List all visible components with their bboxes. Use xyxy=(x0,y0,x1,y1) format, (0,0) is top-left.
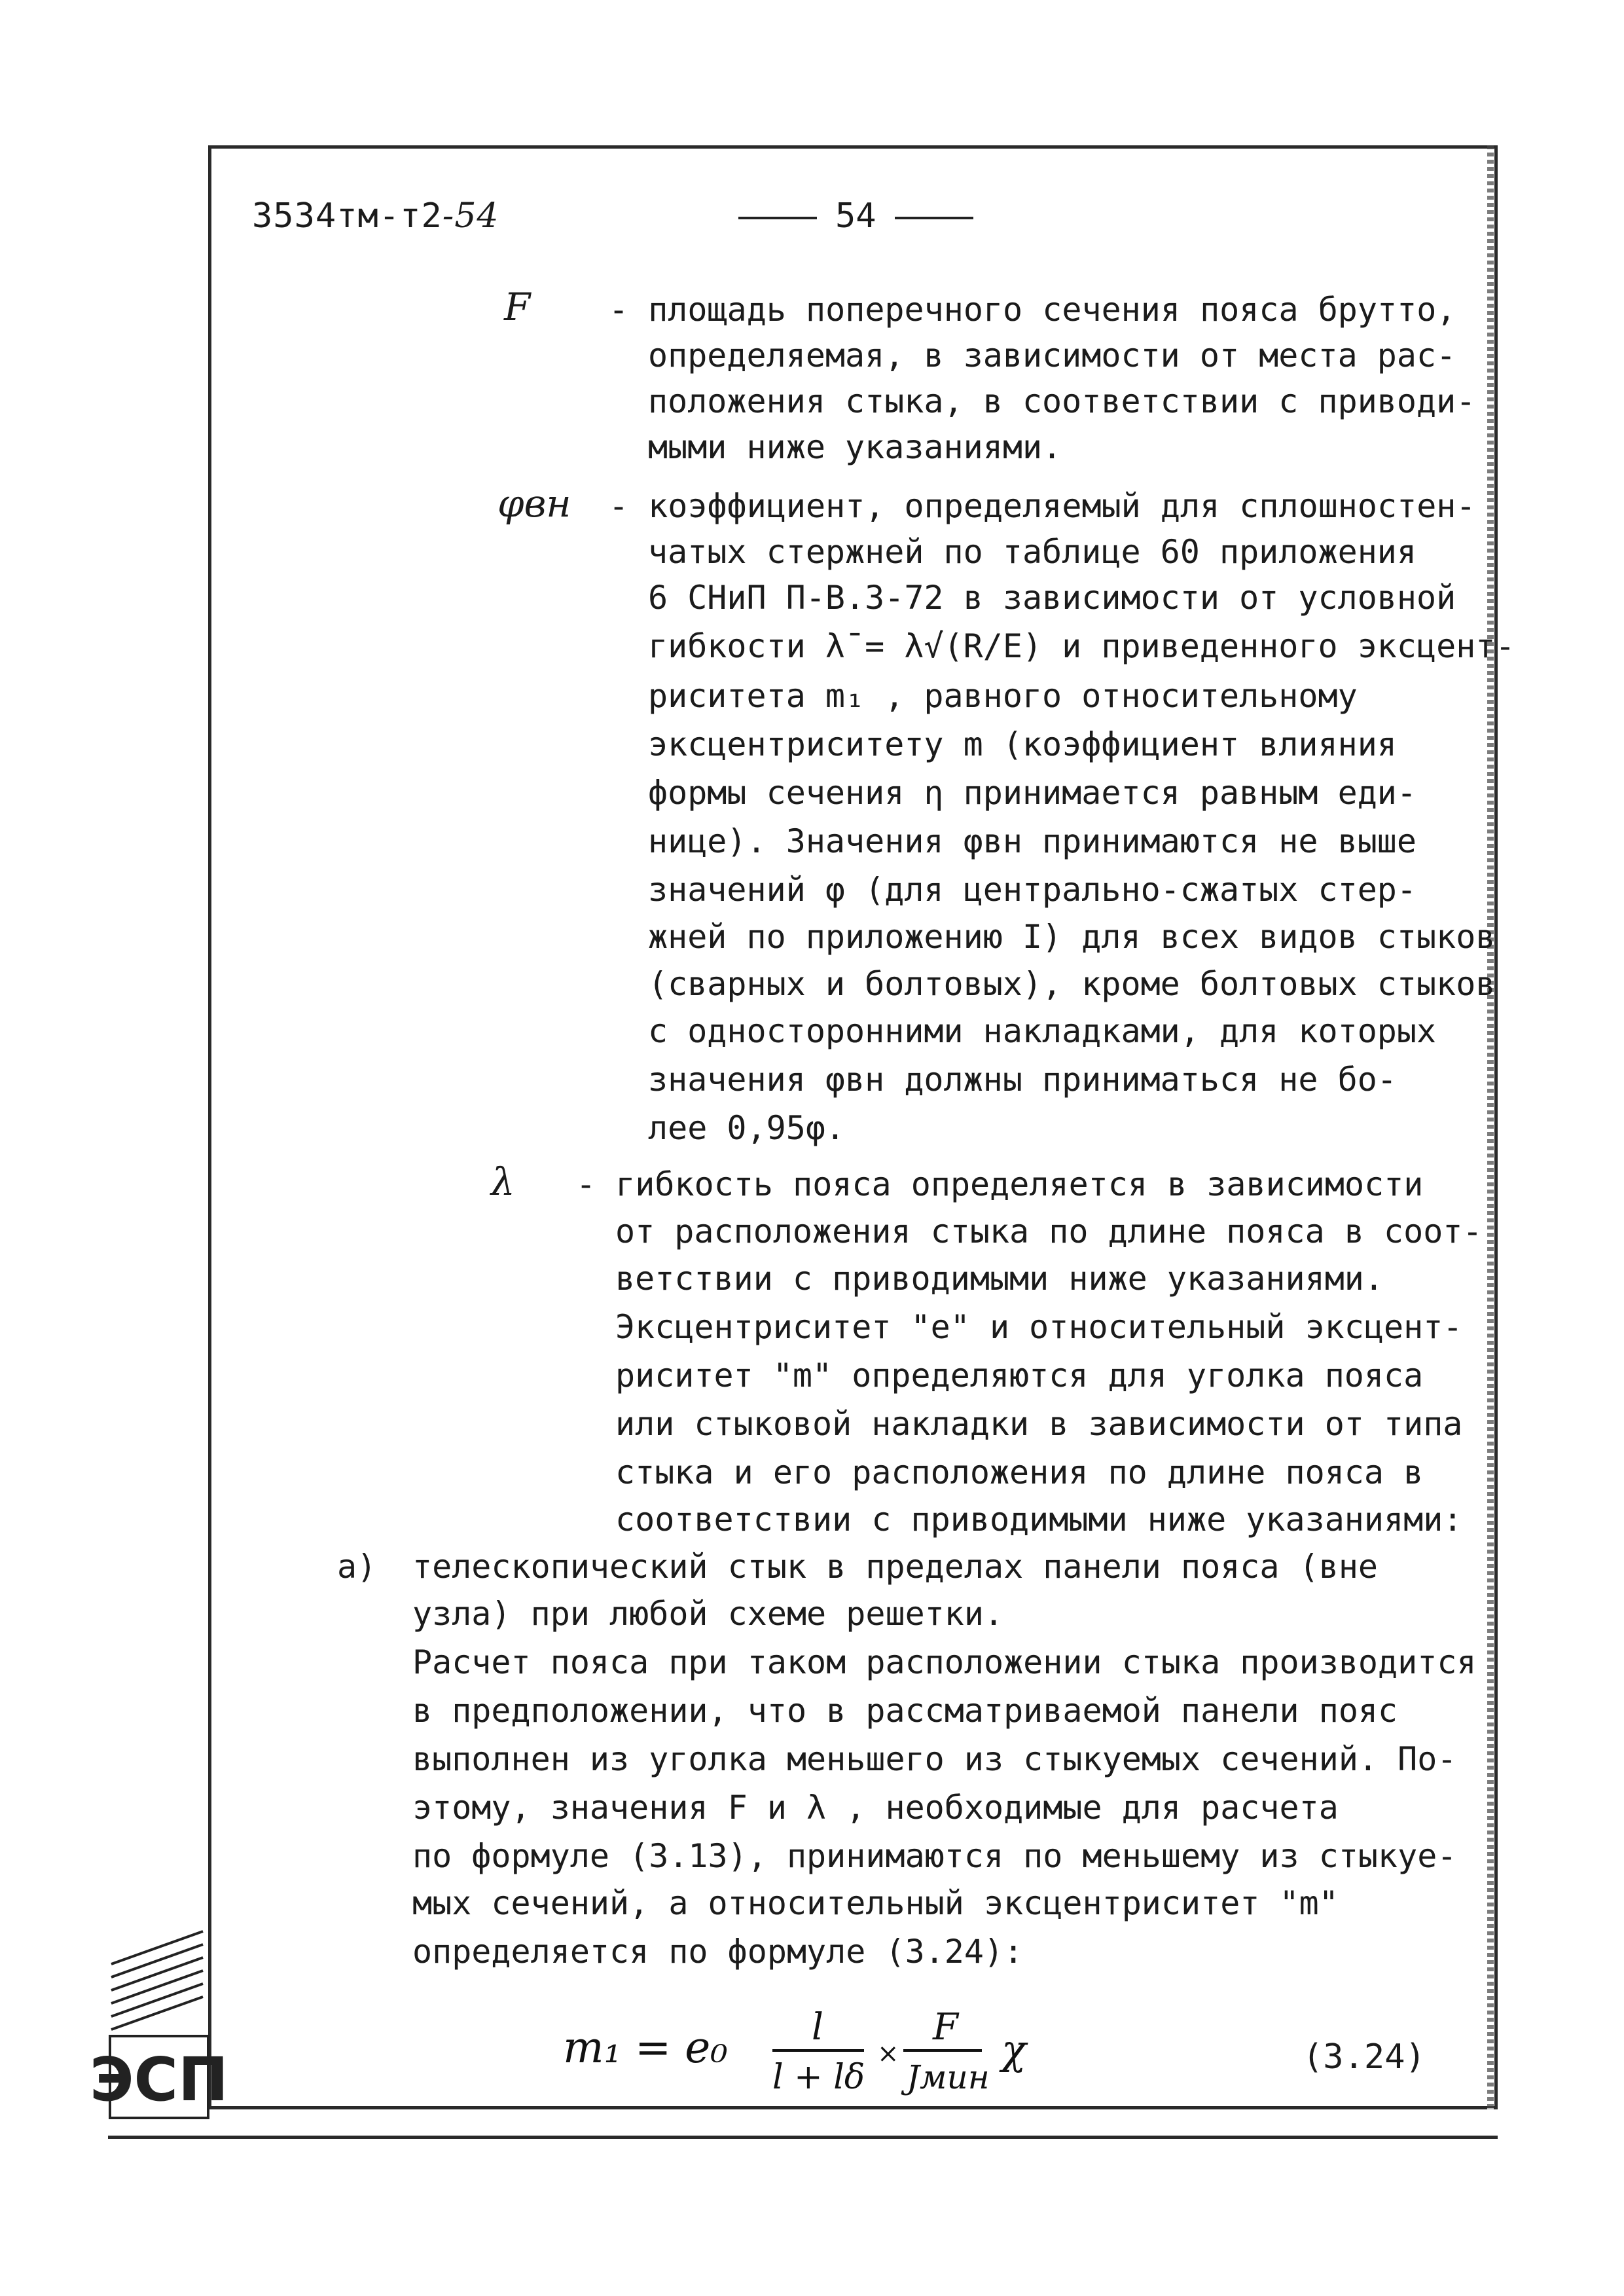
definition-line: риситет "m" определяются для уголка пояса xyxy=(615,1357,1424,1394)
page-border-right-edge xyxy=(1487,145,1494,2109)
definition-line: - коэффициент, определяемый для сплошностен- xyxy=(609,487,1476,525)
definition-line: с односторонними накладками, для которых xyxy=(648,1012,1437,1050)
document-id xyxy=(252,196,499,236)
formula-frac1-numerator: l xyxy=(812,2006,823,2049)
definition-line: жней по приложению I) для всех видов стыков xyxy=(648,918,1496,956)
definition-symbol-f: F xyxy=(504,285,531,329)
definition-line: ветствии с приводимыми ниже указаниями. xyxy=(615,1260,1384,1298)
paragraph-line: Расчет пояса при таком расположении стыка производится xyxy=(412,1643,1477,1681)
formula-tail: χ xyxy=(1001,2026,1026,2073)
definition-line: риситета m₁ , равного относительному xyxy=(648,677,1358,715)
definition-line: от расположения стыка по длине пояса в соот- xyxy=(615,1212,1483,1250)
stamp-logo xyxy=(89,1925,229,2124)
paragraph-line: этому, значения F и λ , необходимые для расчета xyxy=(412,1789,1339,1827)
definition-line: мыми ниже указаниями. xyxy=(648,428,1062,466)
definition-line: эксцентриситету m (коэффициент влияния xyxy=(648,725,1397,763)
paragraph-line: мых сечений, а относительный эксцентриситет "m" xyxy=(412,1884,1339,1922)
formula-number: (3.24) xyxy=(1303,2037,1426,2077)
page-number: 54 xyxy=(720,196,992,236)
bottom-rule xyxy=(108,2136,1498,2139)
definition-line: (сварных и болтовых), кроме болтовых стыков xyxy=(648,965,1496,1003)
definition-line: значений φ (для центрально-сжатых стер- xyxy=(648,871,1416,909)
definition-line: формы сечения η принимается равным еди- xyxy=(648,774,1416,812)
formula-times: × xyxy=(877,2039,899,2069)
definition-line: лее 0,95φ. xyxy=(648,1109,846,1147)
definition-line: нице). Значения φвн принимаются не выше xyxy=(648,822,1416,860)
paragraph-line: определяется по формуле (3.24): xyxy=(412,1933,1024,1971)
definition-line: Эксцентриситет "e" и относительный эксцент- xyxy=(615,1308,1463,1346)
document-id-text: 3534тм-т2 xyxy=(252,196,442,236)
stamp-text: ЭСП xyxy=(89,2045,229,2115)
list-marker: а) xyxy=(337,1548,377,1586)
definition-line: - гибкость пояса определяется в зависимости xyxy=(576,1165,1424,1203)
paragraph-line: узла) при любой схеме решетки. xyxy=(412,1595,1004,1633)
definition-symbol-lambda: λ xyxy=(491,1159,515,1204)
paragraph-line: по формуле (3.13), принимаются по меньшему из стыкуе- xyxy=(412,1837,1457,1875)
paragraph-line: в предположении, что в рассматриваемой панели пояс xyxy=(412,1692,1398,1730)
paragraph-line: выполнен из уголка меньшего из стыкуемых сечений. По- xyxy=(412,1740,1457,1778)
formula-lhs: m₁ = e₀ xyxy=(563,2022,728,2073)
definition-line: стыка и его расположения по длине пояса в xyxy=(615,1453,1424,1491)
definition-line: - площадь поперечного сечения пояса брутто, xyxy=(609,291,1456,329)
definition-line: или стыковой накладки в зависимости от типа xyxy=(615,1405,1463,1443)
formula-frac1-denominator: l + lδ xyxy=(772,2058,865,2097)
formula-frac2-numerator: F xyxy=(933,2006,958,2049)
definition-line: положения стыка, в соответствии с приводи- xyxy=(648,382,1476,420)
definition-line: гибкости λ̄ = λ√(R/E) и приведенного эксцент- xyxy=(648,627,1515,665)
definition-line: определяемая, в зависимости от места рас- xyxy=(648,337,1456,374)
definition-line: соответствии с приводимыми ниже указаниями: xyxy=(615,1501,1463,1539)
definition-line: значения φвн должны приниматься не бо- xyxy=(648,1061,1397,1099)
paragraph-line: телескопический стык в пределах панели пояса (вне xyxy=(412,1548,1379,1586)
formula-frac2-denominator: Jмин xyxy=(907,2058,990,2096)
document-id-handwritten: -54 xyxy=(442,196,499,236)
definition-line: 6 СНиП П-В.3-72 в зависимости от условной xyxy=(648,579,1456,617)
definition-symbol-phi: φвн xyxy=(497,481,571,526)
definition-line: чатых стержней по таблице 60 приложения xyxy=(648,533,1416,571)
